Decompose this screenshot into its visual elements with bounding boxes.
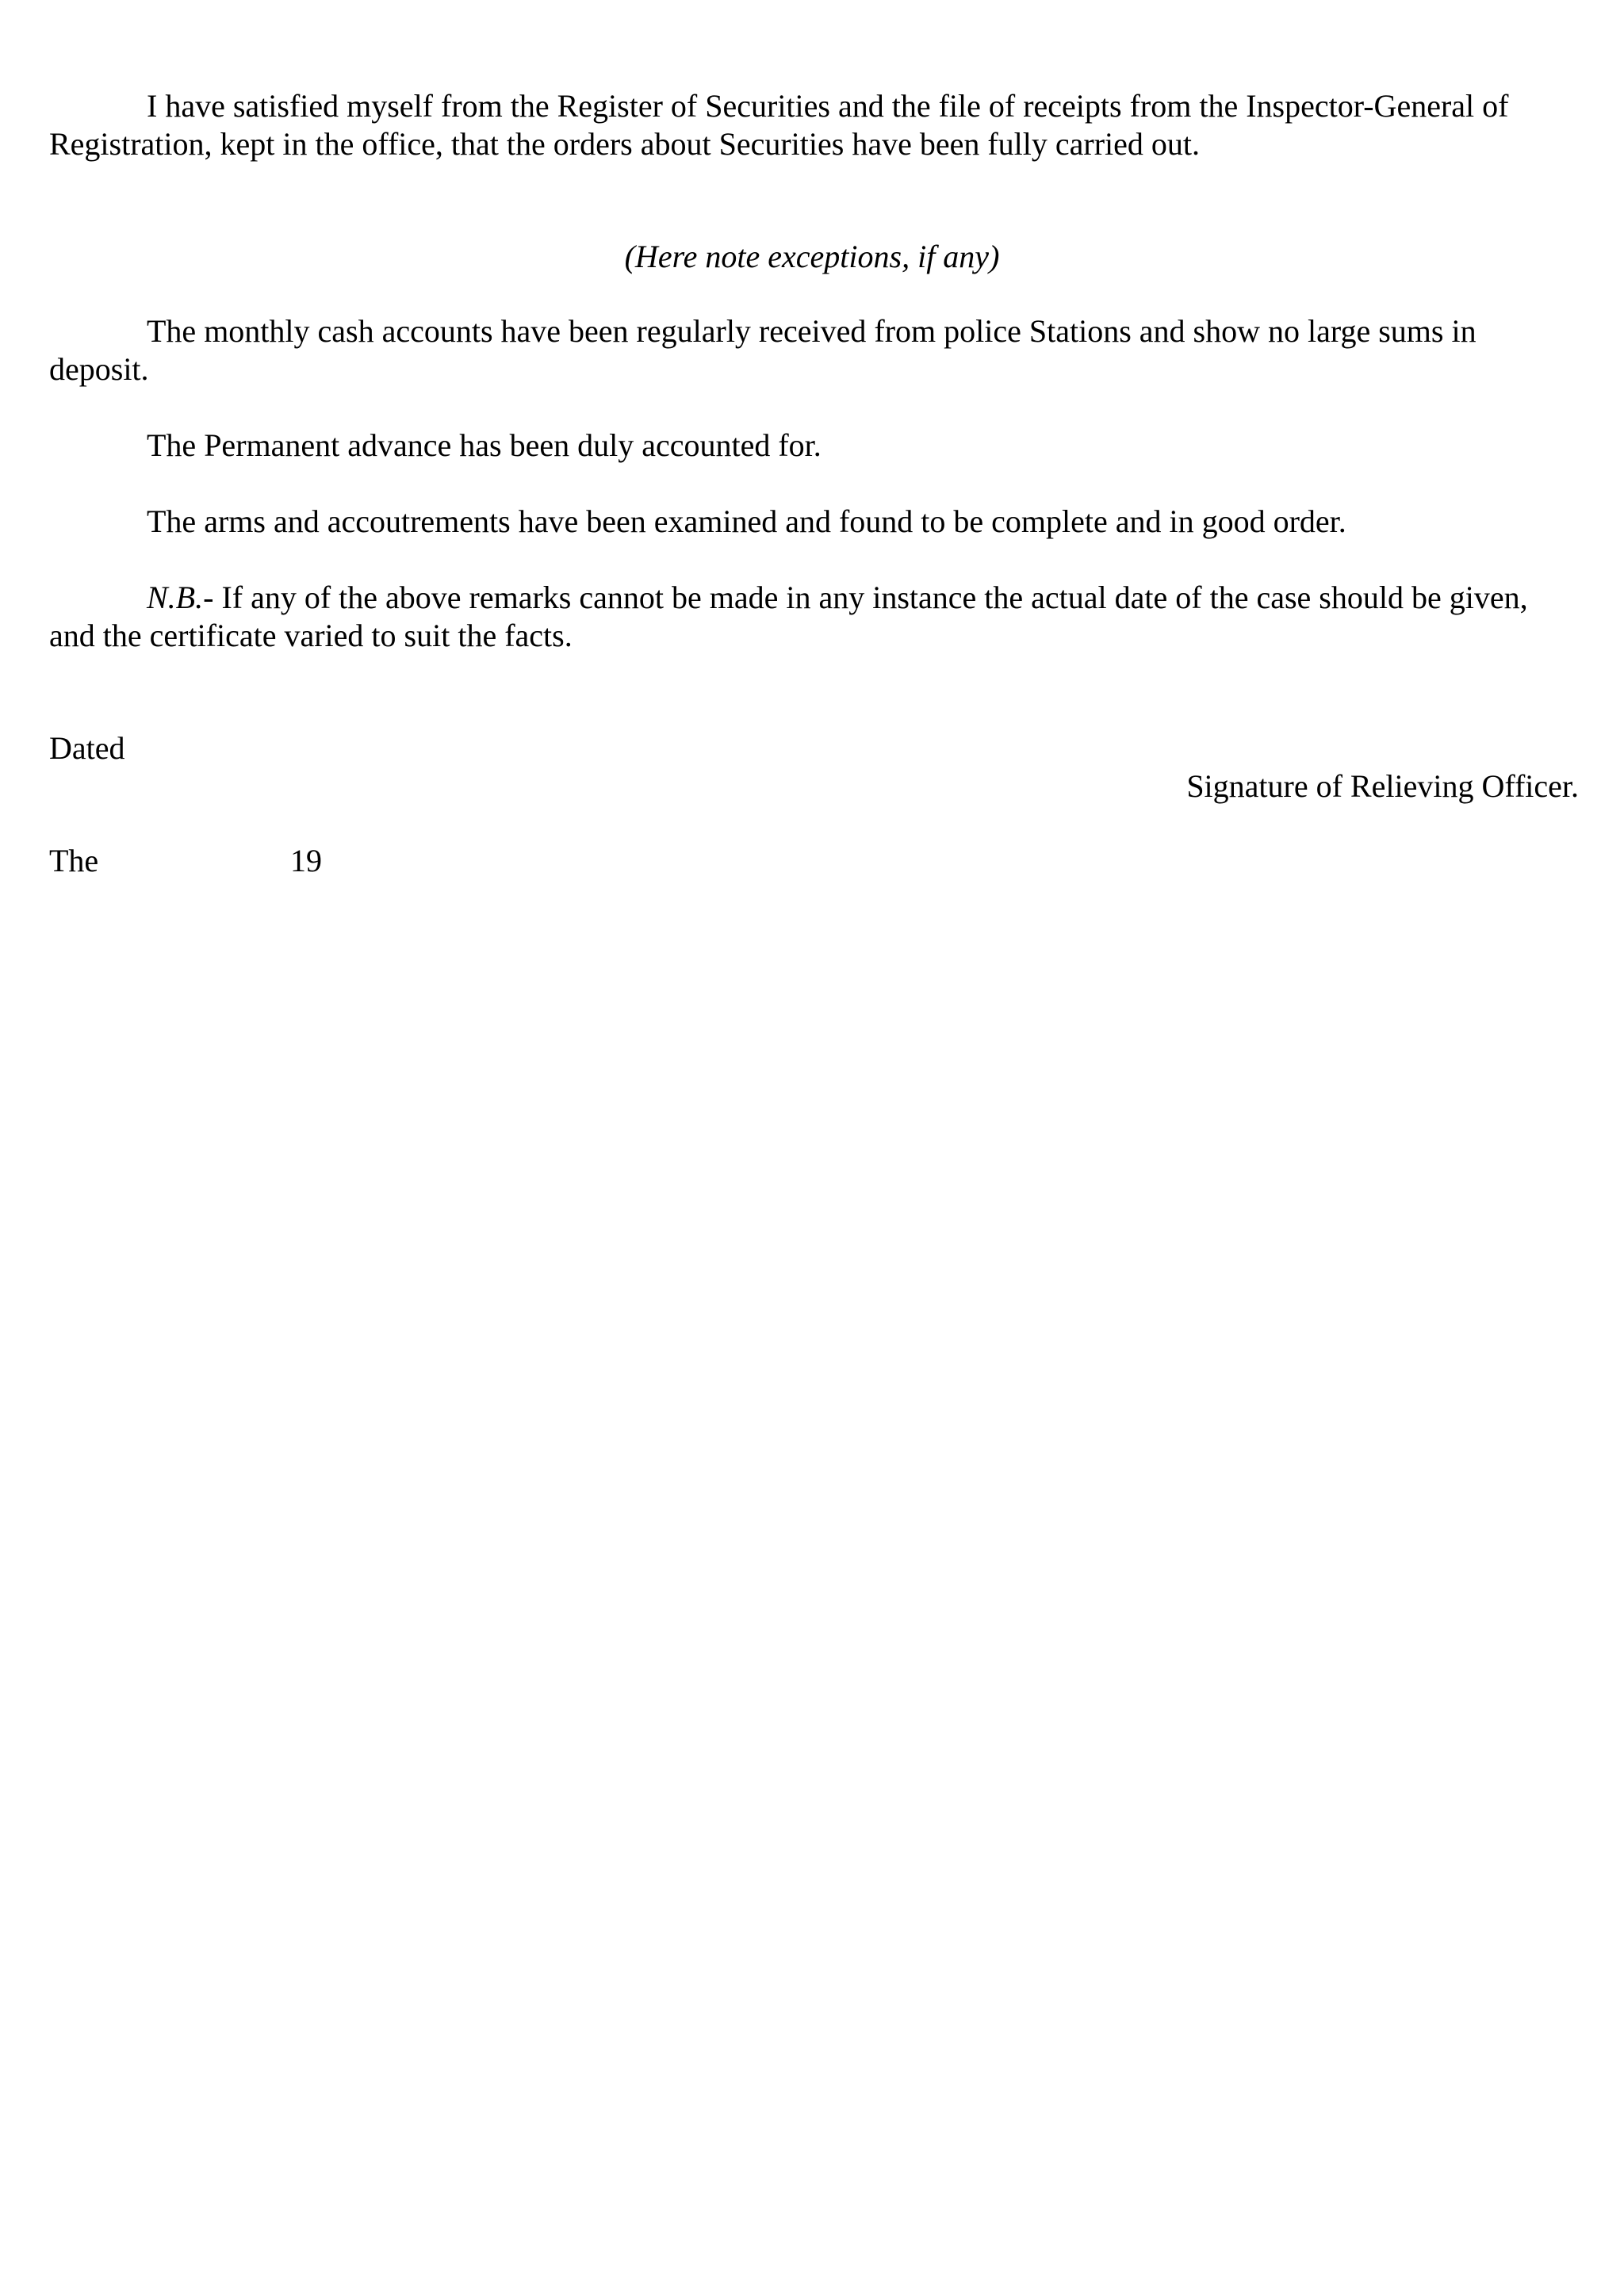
paragraph-nota-bene [49,579,1580,655]
signature-label: Signature of Relieving Officer. [1186,768,1579,804]
date-the-label: The [49,843,99,878]
nota-bene-text: - If any of the above remarks cannot be made in any instance the actual date of the case should be given, and the certificate varied to suit the facts. [49,580,1528,653]
paragraph-arms: The arms and accoutrements have been examined and found to be complete and in good order. [147,503,1346,539]
dated-label: Dated [49,730,125,766]
paragraph-securities: I have satisfied myself from the Register of Securities and the file of receipts from the Inspector-General of Registration, kept in the office, that the orders about Securities have been fully carried out. [49,88,1509,162]
exceptions-note: (Here note exceptions, if any) [624,239,1000,274]
paragraph-permanent-advance: The Permanent advance has been duly accounted for. [147,427,822,463]
paragraph-cash-accounts: The monthly cash accounts have been regularly received from police Stations and show no large sums in deposit. [49,313,1477,387]
nota-bene-label: N.B. [147,580,204,615]
date-year-prefix: 19 [290,843,322,878]
